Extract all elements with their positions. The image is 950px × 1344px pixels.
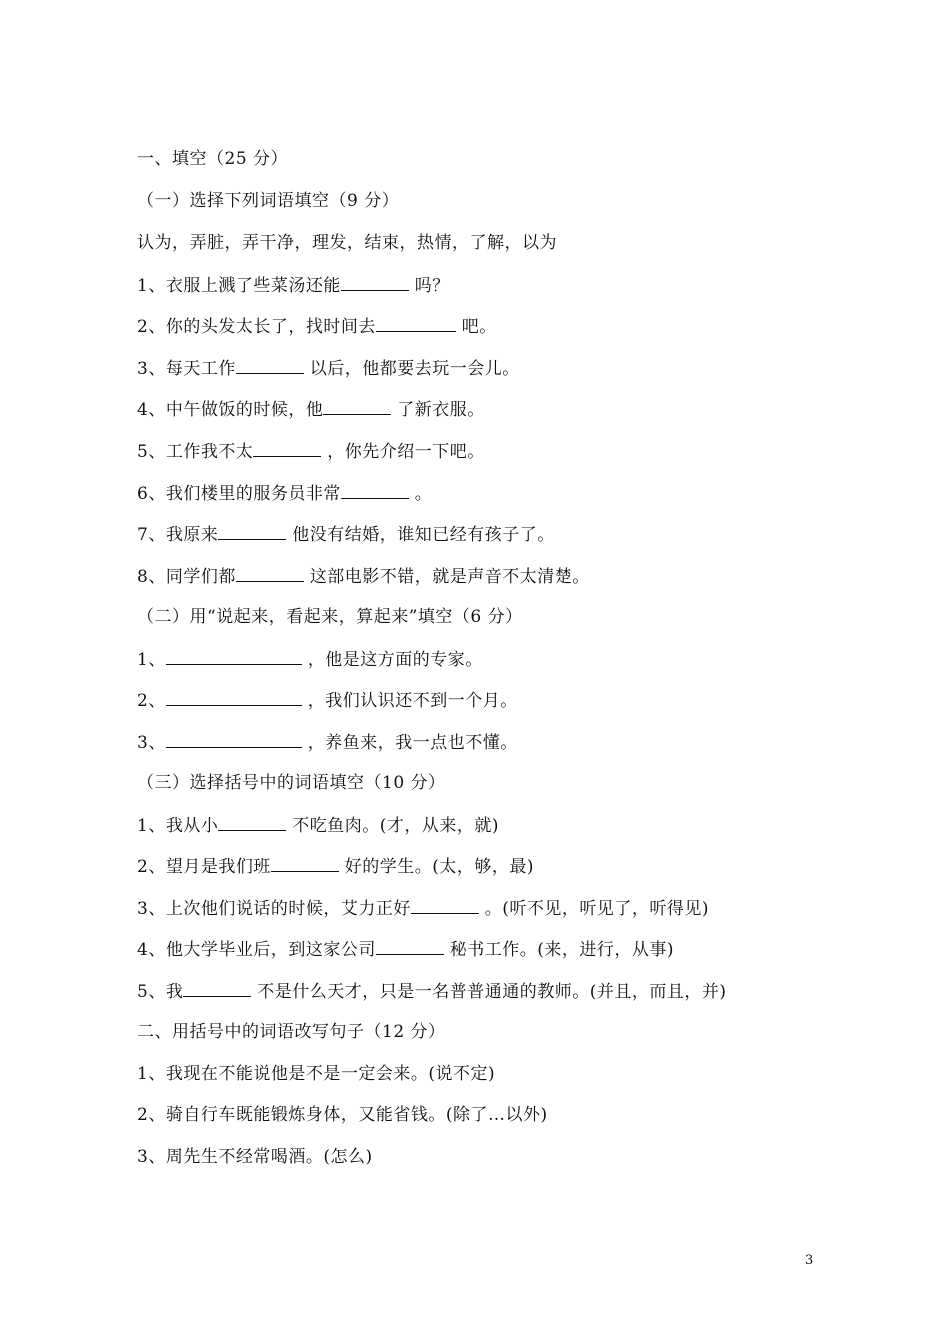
item-text: 。(听不见，听见了，听得见) bbox=[478, 899, 709, 919]
answer-blank[interactable] bbox=[253, 440, 321, 457]
item-text: 秘书工作。(来，进行，从事) bbox=[443, 940, 674, 960]
fill-item bbox=[137, 689, 518, 712]
item-text: ，他是这方面的专家。 bbox=[301, 650, 483, 670]
item-text: 8、同学们都 bbox=[137, 567, 236, 587]
answer-blank[interactable] bbox=[218, 523, 286, 540]
item-text: 2、望月是我们班 bbox=[137, 857, 271, 877]
fill-item bbox=[137, 440, 485, 463]
fill-item bbox=[137, 980, 727, 1003]
item-text: 4、中午做饭的时候，他 bbox=[137, 400, 324, 420]
answer-blank[interactable] bbox=[411, 897, 479, 914]
part1-title: （一）选择下列词语填空（9 分） bbox=[137, 191, 400, 211]
item-text: 2、 bbox=[137, 691, 166, 711]
item-text: ，养鱼来，我一点也不懂。 bbox=[301, 733, 518, 753]
rewrite-item: 1、我现在不能说他是不是一定会来。(说不定) bbox=[137, 1064, 496, 1084]
item-text: 6、我们楼里的服务员非常 bbox=[137, 484, 341, 504]
part2-title: （二）用“说起来，看起来，算起来”填空（6 分） bbox=[137, 607, 523, 627]
item-text: 吗？ bbox=[408, 276, 450, 296]
item-text: 不是什么天才，只是一名普普通通的教师。(并且，而且，并) bbox=[251, 982, 727, 1002]
answer-blank[interactable] bbox=[236, 565, 304, 582]
fill-item bbox=[137, 398, 485, 421]
answer-blank[interactable] bbox=[166, 648, 302, 665]
fill-item bbox=[137, 274, 450, 297]
item-text: 他没有结婚，谁知已经有孩子了。 bbox=[286, 525, 555, 545]
answer-blank[interactable] bbox=[166, 731, 302, 748]
item-text: 1、我从小 bbox=[137, 816, 219, 836]
fill-item bbox=[137, 938, 674, 961]
fill-item bbox=[137, 482, 432, 505]
fill-item bbox=[137, 855, 534, 878]
rewrite-item: 2、骑自行车既能锻炼身体，又能省钱。(除了…以外) bbox=[137, 1105, 548, 1125]
section1-title: 一、填空（25 分） bbox=[137, 149, 289, 169]
item-text: 1、衣服上溅了些菜汤还能 bbox=[137, 276, 341, 296]
item-text: 3、上次他们说话的时候，艾力正好 bbox=[137, 899, 411, 919]
fill-item bbox=[137, 731, 518, 754]
item-text: 2、你的头发太长了，找时间去 bbox=[137, 317, 376, 337]
item-text: 7、我原来 bbox=[137, 525, 219, 545]
answer-blank[interactable] bbox=[271, 855, 339, 872]
answer-blank[interactable] bbox=[183, 980, 251, 997]
rewrite-item: 3、周先生不经常喝酒。(怎么) bbox=[137, 1147, 373, 1167]
item-text: 4、他大学毕业后，到这家公司 bbox=[137, 940, 376, 960]
item-text: 不吃鱼肉。(才，从来，就) bbox=[286, 816, 499, 836]
fill-item bbox=[137, 523, 555, 546]
fill-item bbox=[137, 357, 520, 380]
item-text: 以后，他都要去玩一会儿。 bbox=[303, 359, 520, 379]
part3-title: （三）选择括号中的词语填空（10 分） bbox=[137, 773, 446, 793]
answer-blank[interactable] bbox=[236, 357, 304, 374]
answer-blank[interactable] bbox=[376, 315, 456, 332]
fill-item bbox=[137, 565, 590, 588]
fill-item bbox=[137, 315, 497, 338]
item-text: 吧。 bbox=[455, 317, 497, 337]
section2-title: 二、用括号中的词语改写句子（12 分） bbox=[137, 1022, 446, 1042]
item-text: ，你先介绍一下吧。 bbox=[321, 442, 485, 462]
answer-blank[interactable] bbox=[376, 938, 444, 955]
fill-item bbox=[137, 814, 499, 837]
item-text: 3、每天工作 bbox=[137, 359, 236, 379]
fill-item bbox=[137, 897, 709, 920]
item-text: 这部电影不错，就是声音不太清楚。 bbox=[303, 567, 590, 587]
answer-blank[interactable] bbox=[323, 398, 391, 415]
answer-blank[interactable] bbox=[166, 689, 302, 706]
item-text: 1、 bbox=[137, 650, 166, 670]
fill-item bbox=[137, 648, 483, 671]
item-text: ，我们认识还不到一个月。 bbox=[301, 691, 518, 711]
item-text: 了新衣服。 bbox=[391, 400, 485, 420]
answer-blank[interactable] bbox=[341, 274, 409, 291]
item-text: 3、 bbox=[137, 733, 166, 753]
answer-blank[interactable] bbox=[218, 814, 286, 831]
page-number: 3 bbox=[805, 1253, 814, 1268]
word-bank: 认为，弄脏，弄干净，理发，结束，热情，了解，以为 bbox=[137, 233, 557, 253]
item-text: 。 bbox=[408, 484, 433, 504]
answer-blank[interactable] bbox=[341, 482, 409, 499]
item-text: 好的学生。(太，够，最) bbox=[338, 857, 534, 877]
item-text: 5、我 bbox=[137, 982, 184, 1002]
item-text: 5、工作我不太 bbox=[137, 442, 254, 462]
